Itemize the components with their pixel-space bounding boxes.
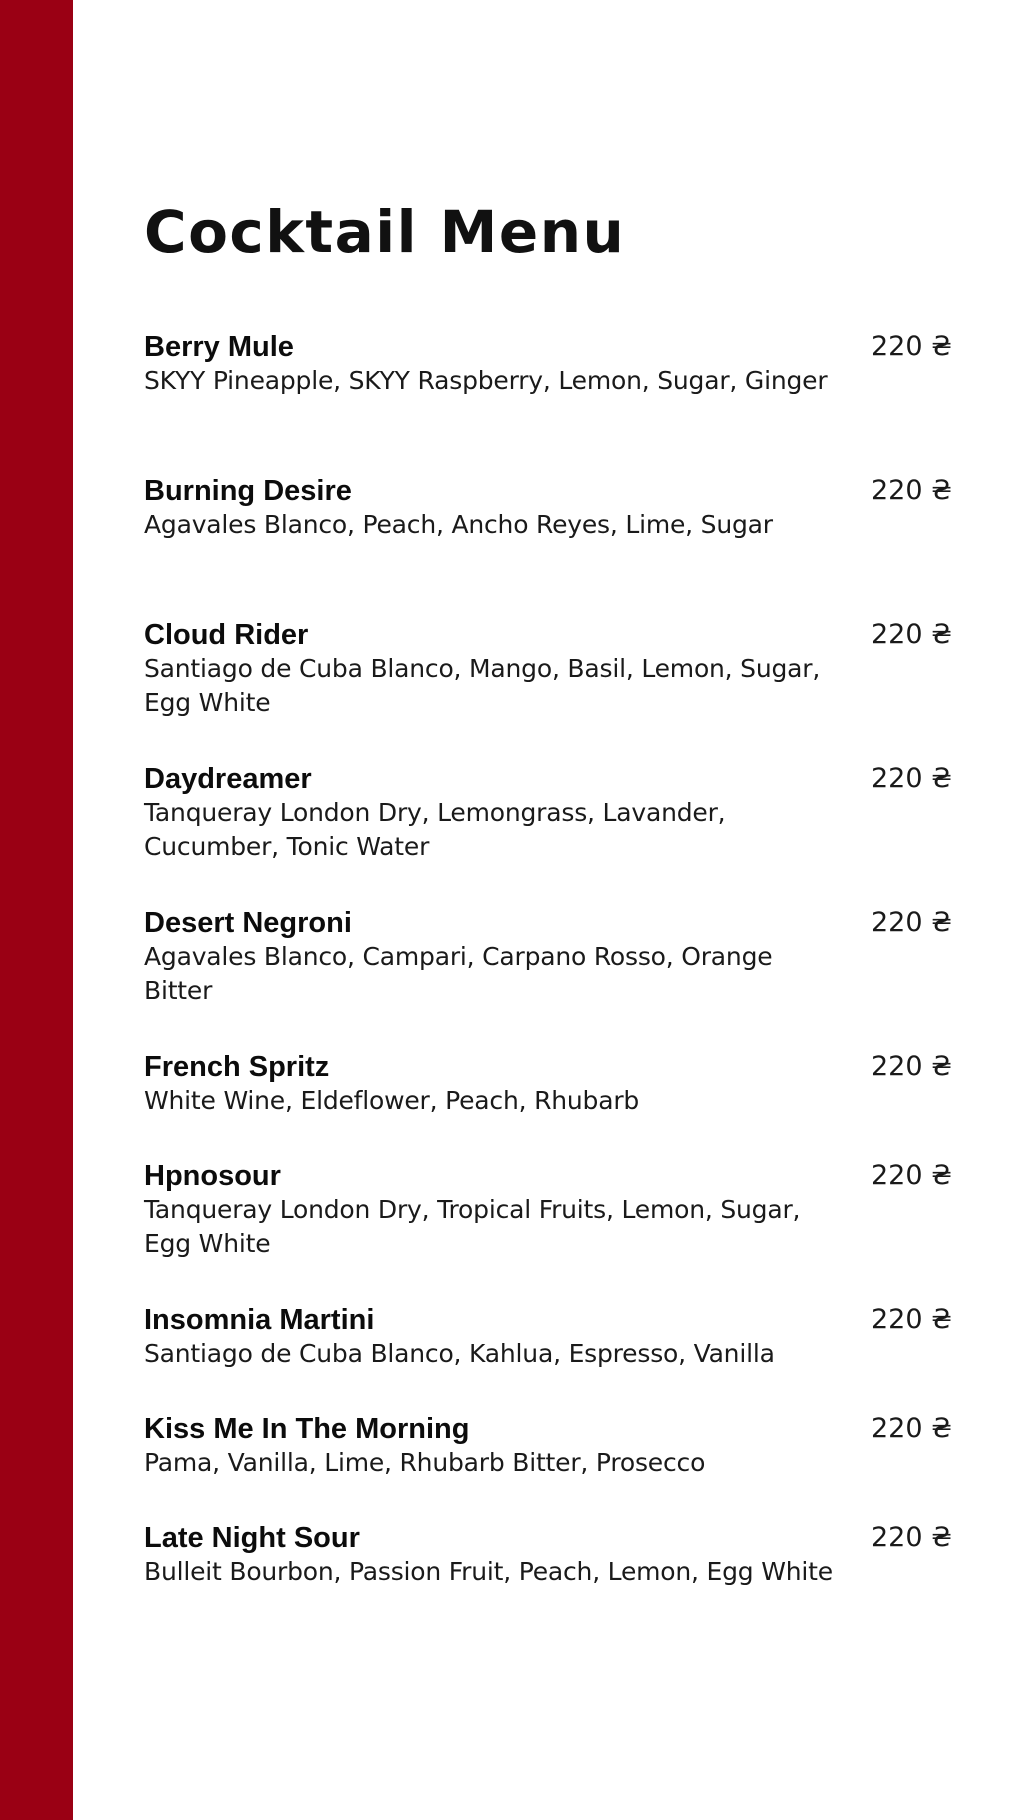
menu-item-desert-negroni [144,906,954,1050]
item-price: 220 ₴ [870,907,952,938]
item-description: SKYY Pineapple, SKYY Raspberry, Lemon, Sugar, Ginger [144,366,828,395]
item-name: Daydreamer [144,763,312,795]
item-price: 220 ₴ [870,1051,952,1082]
item-price: 220 ₴ [870,331,952,362]
item-description: Tanqueray London Dry, Lemongrass, Lavander, Cucumber, Tonic Water [144,798,726,861]
item-description: Tanqueray London Dry, Tropical Fruits, Lemon, Sugar, Egg White [144,1195,801,1258]
menu-item-berry-mule [144,330,954,474]
item-description: Bulleit Bourbon, Passion Fruit, Peach, Lemon, Egg White [144,1557,833,1586]
item-price: 220 ₴ [870,1413,952,1444]
item-description: Santiago de Cuba Blanco, Kahlua, Espresso, Vanilla [144,1339,775,1368]
side-accent-stripe [0,0,73,1820]
item-description: White Wine, Eldeflower, Peach, Rhubarb [144,1086,640,1115]
item-description: Agavales Blanco, Peach, Ancho Reyes, Lime, Sugar [144,510,773,539]
item-name: French Spritz [144,1051,330,1083]
item-name: Insomnia Martini [144,1304,375,1336]
item-name: Late Night Sour [144,1522,360,1554]
menu-item-hpnosour [144,1159,954,1303]
item-price: 220 ₴ [870,763,952,794]
menu-item-cloud-rider [144,618,954,762]
menu-title: Cocktail Menu [144,198,626,266]
item-name: Burning Desire [144,475,352,507]
menu-item-late-night-sour [144,1521,954,1665]
item-price: 220 ₴ [870,475,952,506]
item-description: Agavales Blanco, Campari, Carpano Rosso, Orange Bitter [144,942,773,1005]
menu-item-kiss-me-in-the-morning [144,1412,954,1521]
item-description: Pama, Vanilla, Lime, Rhubarb Bitter, Prosecco [144,1448,706,1477]
item-price: 220 ₴ [870,1160,952,1191]
item-price: 220 ₴ [870,1522,952,1553]
item-name: Hpnosour [144,1160,281,1192]
menu-item-french-spritz [144,1050,954,1159]
item-price: 220 ₴ [870,1304,952,1335]
menu-item-insomnia-martini [144,1303,954,1412]
item-name: Desert Negroni [144,907,352,939]
item-name: Cloud Rider [144,619,309,651]
item-price: 220 ₴ [870,619,952,650]
item-name: Berry Mule [144,331,294,363]
menu-item-daydreamer [144,762,954,906]
menu-item-burning-desire [144,474,954,618]
item-name: Kiss Me In The Morning [144,1413,470,1445]
menu-item-list [144,330,954,1665]
item-description: Santiago de Cuba Blanco, Mango, Basil, Lemon, Sugar, Egg White [144,654,821,717]
